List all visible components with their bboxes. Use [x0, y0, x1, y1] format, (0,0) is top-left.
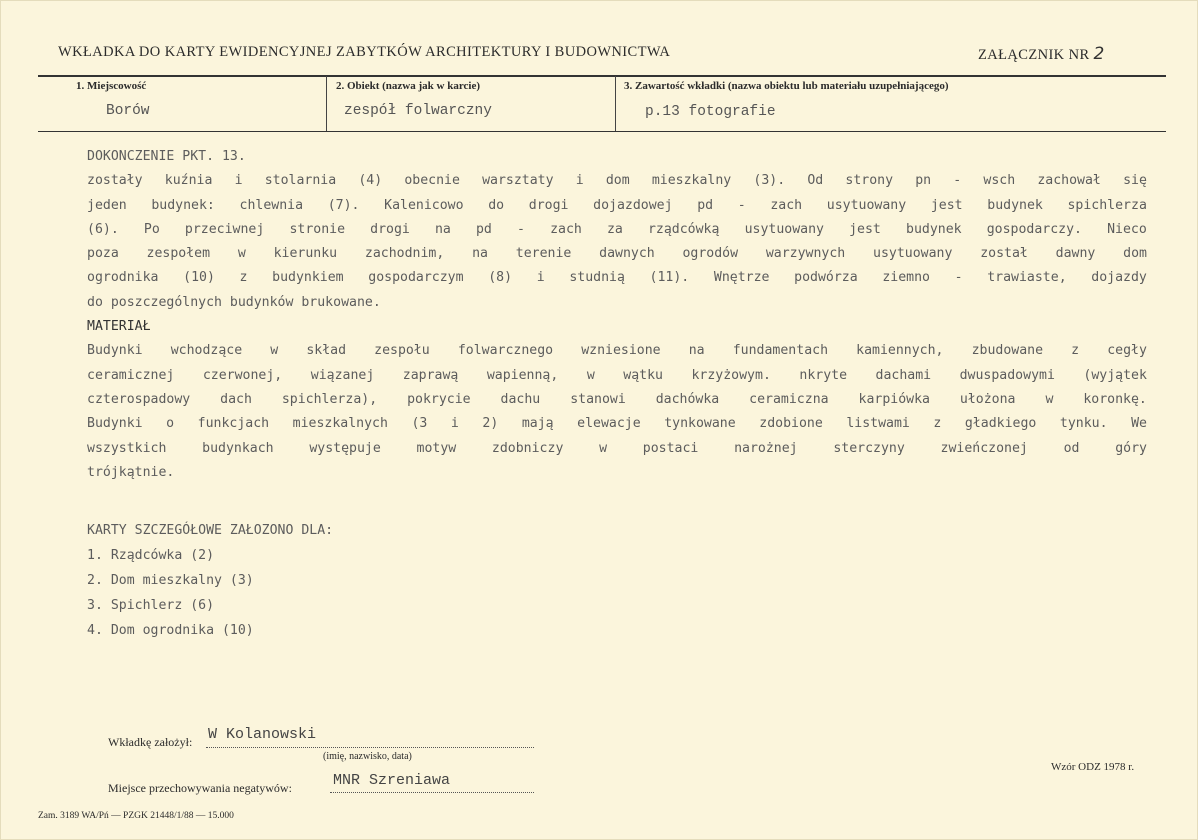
word: stronie	[289, 221, 346, 237]
word: jest	[930, 197, 963, 213]
word: obecnie	[404, 173, 460, 189]
word: mieszkalny	[651, 173, 732, 189]
word: Wnętrze	[713, 270, 770, 286]
word: (3	[411, 416, 428, 432]
paragraph-description	[87, 169, 1147, 290]
word: dom	[605, 173, 630, 189]
word: i	[450, 416, 459, 432]
word: warsztaty	[482, 173, 554, 189]
word: narożnej	[734, 440, 798, 456]
word: -	[517, 221, 525, 237]
word: i	[536, 270, 545, 286]
word: 2)	[482, 416, 499, 432]
list-item: 4. Dom ogrodnika (10)	[87, 623, 254, 638]
word: terenie	[515, 246, 572, 262]
column-divider-2	[615, 76, 616, 131]
word: -	[737, 197, 746, 213]
word: kierunku	[273, 246, 338, 262]
word: We	[1131, 416, 1147, 432]
word: (11).	[649, 270, 690, 286]
word: występuje	[309, 440, 381, 456]
word: gładkiego	[964, 416, 1037, 432]
word: zespołu	[374, 343, 430, 359]
word: pd	[475, 221, 492, 237]
word: mają	[521, 416, 554, 432]
word: stolarnia	[264, 173, 337, 189]
word: Nieco	[1107, 221, 1147, 237]
list-item: 1. Rządcówka (2)	[87, 548, 215, 563]
word: ziemno	[882, 270, 930, 286]
word: wątku	[623, 367, 663, 383]
word: ułożona	[959, 391, 1016, 407]
word: studnią	[569, 270, 625, 286]
word: wiązanej	[310, 367, 375, 383]
word: zach	[770, 197, 803, 213]
word: krzyżowym.	[691, 367, 771, 383]
word: za	[606, 221, 623, 237]
word: w	[237, 246, 246, 262]
word: dojazdy	[1091, 270, 1147, 286]
word: od	[1063, 440, 1080, 456]
word: postaci	[642, 440, 699, 456]
field-3-value: p.13 fotografie	[645, 104, 776, 120]
word: pokrycie	[407, 391, 471, 407]
field-2-value: zespół folwarczny	[344, 103, 492, 119]
material-line	[87, 412, 1147, 436]
word: spichlerza	[1067, 197, 1147, 213]
word: chlewnia	[239, 197, 304, 213]
form-model: Wzór ODZ 1978 r.	[1051, 761, 1135, 773]
word: Po	[143, 221, 160, 237]
list-item: 3. Spichlerz (6)	[87, 598, 215, 613]
word: w	[586, 367, 595, 383]
word: przeciwnej	[184, 221, 265, 237]
word: jeden	[87, 197, 127, 213]
word: trawiaste,	[987, 270, 1067, 286]
word: (6).	[87, 221, 119, 237]
heading-continuation: DOKONCZENIE PKT. 13.	[87, 149, 246, 164]
description-line	[87, 169, 1147, 193]
detail-cards-list	[87, 543, 333, 643]
author-value: W Kolanowski	[208, 726, 317, 743]
description-line	[87, 218, 1147, 242]
material-line	[87, 437, 1147, 461]
word: na	[434, 221, 451, 237]
word: warzywnych	[765, 246, 846, 262]
word: w	[599, 440, 608, 456]
heading-material: MATERIAŁ	[87, 319, 151, 335]
word: dachówka	[655, 391, 720, 407]
word: i	[575, 173, 584, 189]
word: usytuowany	[826, 197, 907, 213]
paragraph-material	[87, 339, 1147, 460]
word: dachu	[500, 391, 541, 407]
word: dom	[1123, 246, 1147, 262]
word: wapienną,	[486, 367, 559, 383]
field-3-label: 3. Zawartość wkładki (nazwa obiektu lub materiału uzupełniającego)	[624, 80, 949, 92]
word: (10)	[183, 270, 215, 286]
storage-underline	[330, 792, 534, 793]
field-2-label: 2. Obiekt (nazwa jak w karcie)	[336, 80, 481, 92]
word: wzniesione	[581, 343, 661, 359]
word: drogi	[528, 197, 569, 213]
storage-label: Miejsce przechowywania negatywów:	[108, 781, 292, 795]
word: dawny	[1055, 246, 1096, 262]
word: gospodarczy.	[986, 221, 1082, 237]
word: w	[1045, 391, 1054, 407]
word: dachami	[875, 367, 932, 383]
word: nkryte	[799, 367, 848, 383]
word: wszystkich	[87, 440, 167, 456]
word: koronkę.	[1083, 391, 1147, 407]
description-line	[87, 194, 1147, 218]
author-label: Wkładkę założył:	[108, 735, 193, 749]
word: ogrodnika	[87, 270, 159, 286]
word: spichlerza),	[281, 391, 378, 407]
word: (7).	[327, 197, 360, 213]
word: podwórza	[794, 270, 858, 286]
word: z	[933, 416, 942, 432]
field-1-label: 1. Miejscowość	[76, 80, 147, 92]
body-text	[87, 145, 1147, 485]
word: kamiennych,	[856, 343, 944, 359]
word: zdobione	[759, 416, 823, 432]
word: zespołem	[146, 246, 211, 262]
word: poza	[87, 246, 119, 262]
word: zachował	[1037, 173, 1101, 189]
word: w	[270, 343, 279, 359]
field-1-value: Borów	[106, 103, 150, 119]
word: o	[166, 416, 175, 432]
material-line	[87, 364, 1147, 388]
word: -	[954, 270, 963, 286]
author-hint: (imię, nazwisko, data)	[323, 751, 412, 762]
word: zachodnim,	[364, 246, 445, 262]
word: wchodzące	[170, 343, 243, 359]
word: karpiówka	[858, 391, 930, 407]
word: Kalenicowo	[384, 197, 464, 213]
word: jest	[849, 221, 881, 237]
attachment-number-value: 2	[1093, 44, 1105, 64]
word: budynkach	[202, 440, 274, 456]
word: ceramiczna	[749, 391, 829, 407]
word: stanowi	[570, 391, 626, 407]
list-item: 2. Dom mieszkalny (3)	[87, 573, 254, 588]
word: folwarcznego	[457, 343, 554, 359]
word: wsch	[983, 173, 1016, 189]
word: Budynki	[87, 416, 143, 432]
word: mieszkalnych	[292, 416, 388, 432]
word: kuźnia	[164, 173, 213, 189]
word: ceramicznej	[87, 367, 175, 383]
word: budynek:	[151, 197, 215, 213]
word: (4)	[358, 173, 383, 189]
word: tynku.	[1059, 416, 1108, 432]
word: funkcjach	[197, 416, 270, 432]
table-top-rule	[38, 75, 1166, 77]
word: zaprawą	[402, 367, 459, 383]
word: zwieńczonej	[940, 440, 1028, 456]
word: tynkowane	[664, 416, 736, 432]
description-line	[87, 242, 1147, 266]
word: dach	[220, 391, 252, 407]
word: gospodarczym	[368, 270, 464, 286]
author-underline	[206, 747, 534, 748]
column-divider-1	[326, 76, 327, 131]
word: -	[953, 173, 962, 189]
word: i	[234, 173, 243, 189]
attachment-number	[978, 44, 1105, 64]
word: drogi	[370, 221, 410, 237]
word: (3).	[753, 173, 786, 189]
word: fundamentach	[732, 343, 829, 359]
detail-cards-section	[87, 518, 333, 643]
word: usytuowany	[744, 221, 824, 237]
word: cegły	[1107, 343, 1147, 359]
word: się	[1123, 173, 1147, 189]
word: czerwonej,	[202, 367, 283, 383]
word: zbudowane	[971, 343, 1044, 359]
word: na	[472, 246, 488, 262]
word: zdobniczy	[491, 440, 564, 456]
heading-detail-cards: KARTY SZCZEGÓŁOWE ZAŁOZONO DLA:	[87, 523, 334, 538]
word: rządcówką	[647, 221, 720, 237]
word: Od	[807, 173, 824, 189]
material-line	[87, 388, 1147, 412]
word: góry	[1115, 440, 1147, 456]
paragraph-description-last-line: do poszczególnych budynków brukowane.	[87, 294, 381, 310]
word: budynek	[987, 197, 1043, 213]
word: Budynki	[87, 343, 143, 359]
word: sterczyny	[833, 440, 905, 456]
word: czterospadowy	[87, 391, 191, 407]
word: dawnych	[599, 246, 655, 262]
word: został	[980, 246, 1028, 262]
material-line	[87, 339, 1147, 363]
paragraph-material-last-line: trójkątnie.	[87, 464, 175, 480]
word: skład	[306, 343, 347, 359]
word: budynek	[906, 221, 962, 237]
word: pn	[915, 173, 932, 189]
word: usytuowany	[873, 246, 953, 262]
word: ogrodów	[682, 246, 739, 262]
word: pd	[697, 197, 714, 213]
word: strony	[845, 173, 894, 189]
form-title: WKŁADKA DO KARTY EWIDENCYJNEJ ZABYTKÓW ARCHITEKTURY I BUDOWNICTWA	[58, 44, 671, 60]
description-line	[87, 266, 1147, 290]
word: (8)	[488, 270, 513, 286]
word: budynkiem	[272, 270, 344, 286]
attachment-label: ZAŁĄCZNIK NR	[978, 47, 1090, 63]
word: dwuspadowymi	[959, 367, 1055, 383]
word: (wyjątek	[1083, 367, 1147, 383]
word: zostały	[87, 173, 143, 189]
word: elewacje	[577, 416, 641, 432]
storage-value: MNR Szreniawa	[333, 772, 451, 789]
word: z	[1071, 343, 1080, 359]
word: motyw	[416, 440, 457, 456]
word: dojazdowej	[593, 197, 673, 213]
word: listwami	[846, 416, 910, 432]
word: z	[239, 270, 248, 286]
word: do	[488, 197, 505, 213]
word: na	[688, 343, 705, 359]
print-info: Zam. 3189 WA/Pń — PZGK 21448/1/88 — 15.000	[38, 811, 234, 821]
word: zach	[550, 221, 582, 237]
table-bottom-rule	[38, 131, 1166, 132]
